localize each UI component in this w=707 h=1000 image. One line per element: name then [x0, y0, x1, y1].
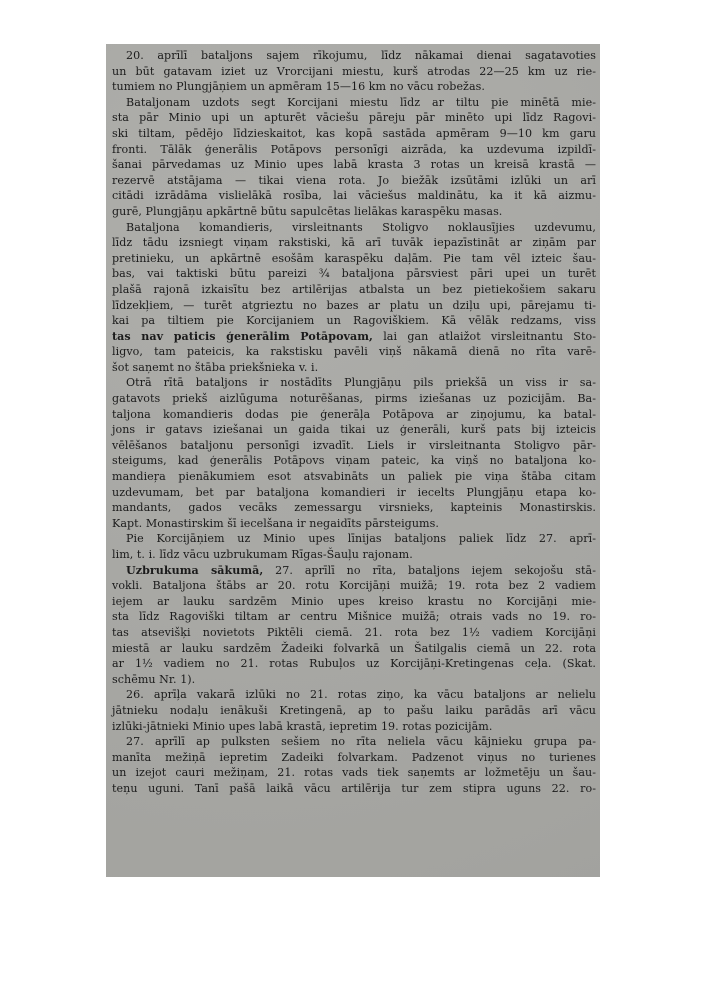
text-line: izlūki-jātnieki Minio upes labā krastā, iepretim 19. rotas pozicijām.: [112, 719, 493, 733]
text-line: schēmu Nr. 1).: [112, 672, 196, 686]
text-line: Uzbrukuma sākumā, 27. aprīlī no rīta, bataljons iejem sekojošu stā-: [126, 563, 596, 577]
text-line: taljona komandieris dodas pie ģenerāļa Potāpova ar ziņojumu, ka batal-: [112, 407, 596, 421]
text-line: plašā rajonā izkaisītu bez artilērijas atbalsta un bez pietiekošiem sakaru: [112, 282, 596, 296]
text-line: un būt gatavam iziet uz Vrorcijani miestu, kurš atrodas 22—25 km uz rie-: [112, 64, 596, 78]
text-line: tas atsevišķi novietots Piktēli ciemā. 21. rota bez 1½ vadiem Korcijāņi: [112, 625, 596, 639]
text-line: un izejot cauri mežiņam, 21. rotas vads tiek saņemts ar ložmetēju un šau-: [112, 766, 596, 780]
text-line: Bataljona komandieris, virsleitnants Stoligvo noklausījies uzdevumu,: [126, 220, 596, 234]
text-line: Pie Korcijāņiem uz Minio upes līnijas bataljons paliek līdz 27. aprī-: [126, 532, 596, 546]
text-line: teņu uguni. Tanī pašā laikā vācu artilērija tur zem stipra uguns 22. ro-: [112, 781, 596, 795]
text-line: jātnieku nodaļu ienākuši Kretingenā, ap to pašu laiku parādās arī vācu: [112, 703, 596, 717]
text-line: Kapt. Monastirskim šī iecelšana ir negaidīts pārsteigums.: [112, 516, 439, 530]
text-line: vēlēšanos bataljonu personīgi izvadīt. Liels ir virsleitnanta Stoligvo pār-: [112, 438, 596, 452]
text-line: Bataljonam uzdots segt Korcijani miestu līdz ar tiltu pie minētā mie-: [126, 95, 596, 109]
text-line: bas, vai taktiski būtu pareizi ¾ bataljona pārsviest pāri upei un turēt: [112, 267, 596, 281]
text-line: kai pa tiltiem pie Korcijaniem un Ragoviškiem. Kā vēlāk redzams, viss: [112, 314, 596, 328]
text-line: jons ir gatavs iziešanai un gaida tikai uz ģenerāli, kurš pats bij izteicis: [112, 423, 596, 437]
text-line: sta pār Minio upi un apturēt vāciešu pāreju pār minēto upi līdz Ragovi-: [112, 111, 596, 125]
text-line: vokli. Bataljona štābs ar 20. rotu Korcijāņi muižā; 19. rota bez 2 vadiem: [112, 579, 596, 593]
bold-phrase: tas nav paticis ģenerālim Potāpovam,: [112, 329, 373, 343]
text-line: 27. aprīlī ap pulksten sešiem no rīta neliela vācu kājnieku grupa pa-: [126, 735, 596, 749]
text-line: tumiem no Plungjāņiem un apmēram 15—16 km no vācu robežas.: [112, 80, 485, 94]
text-line: gurē, Plungjāņu apkārtnē būtu sapulcētas lielākas karaspēku masas.: [112, 204, 503, 218]
text-line: ar 1½ vadiem no 21. rotas Rubuļos uz Korcijāņi-Kretingenas ceļa. (Skat.: [112, 657, 596, 671]
text-line: šanai pārvedamas uz Minio upes labā krasta 3 rotas un kreisā krastā —: [112, 158, 596, 172]
text-line: citādi izrādāma vislielākā rosība, lai vāciešus maldinātu, ka it kā aizmu-: [112, 189, 596, 203]
text-line: mandieŗa pienākumiem esot atsvabināts un paliek pie viņa štāba citam: [112, 470, 596, 484]
text-line: Otrā rītā bataljons ir nostādīts Plungjāņu pils priekšā un viss ir sa-: [126, 376, 596, 390]
text-line: steigums, kad ģenerālis Potāpovs viņam pateic, ka viņš no bataljona ko-: [112, 454, 596, 468]
text-line: tas nav paticis ģenerālim Potāpovam, lai gan atlaižot virsleitnantu Sto-: [112, 329, 596, 343]
text-line: gatavots priekš aizlūguma noturēšanas, pirms iziešanas uz pozicijām. Ba-: [112, 392, 596, 406]
text-line: miestā ar lauku sardzēm Žadeiki folvarkā un Šatilgalis ciemā un 22. rota: [112, 641, 596, 655]
text-line: 20. aprīlī bataljons sajem rīkojumu, līdz nākamai dienai sagatavoties: [126, 49, 596, 62]
text-line: līdz tādu izsniegt viņam rakstiski, kā arī tuvāk iepazīstināt ar ziņām par: [112, 236, 596, 250]
text-line: manīta mežiņā iepretim Zadeiki folvarkam. Padzenot viņus no turienes: [112, 750, 596, 764]
bold-phrase: Uzbrukuma sākumā,: [126, 563, 264, 577]
text-line: rezervē atstājama — tikai viena rota. Jo biežāk izsūtāmi izlūki un arī: [112, 173, 596, 187]
text-line: ligvo, tam pateicis, ka rakstisku pavēli viņš nākamā dienā no rīta varē-: [112, 345, 596, 359]
text-line: pretinieku, un apkārtnē esošām karaspēku daļām. Pie tam vēl izteic šau-: [112, 251, 596, 265]
text-line: lim, t. i. līdz vācu uzbrukumam Rīgas-Šauļu rajonam.: [112, 548, 413, 561]
text-line: fronti. Tālāk ģenerālis Potāpovs personīgi aizrāda, ka uzdevuma izpildī-: [112, 142, 596, 156]
text-line: iejem ar lauku sardzēm Minio upes kreiso krastu no Korcijāņi mie-: [112, 594, 596, 608]
text-line: uzdevumam, bet par bataljona komandieri ir iecelts Plungjāņu etapa ko-: [112, 485, 596, 499]
text-line: ski tiltam, pēdējo līdzieskaitot, kas kopā sastāda apmēram 9—10 km garu: [112, 126, 596, 140]
text-line: 26. aprīļa vakarā izlūki no 21. rotas ziņo, ka vācu bataljons ar nelielu: [126, 688, 596, 702]
text-line: šot saņemt no štāba priekšnieka v. i.: [112, 360, 319, 374]
scanned-page: [106, 44, 600, 877]
text-line: sta līdz Ragoviški tiltam ar centru Mišnice muižā; otrais vads no 19. ro-: [112, 610, 596, 624]
text-line: līdzekļiem, — turēt atgrieztu no bazes ar platu un dziļu upi, pārejamu ti-: [112, 298, 596, 312]
text-line: mandants, gados vecāks zemessargu virsnieks, kapteinis Monastirskis.: [112, 501, 596, 515]
